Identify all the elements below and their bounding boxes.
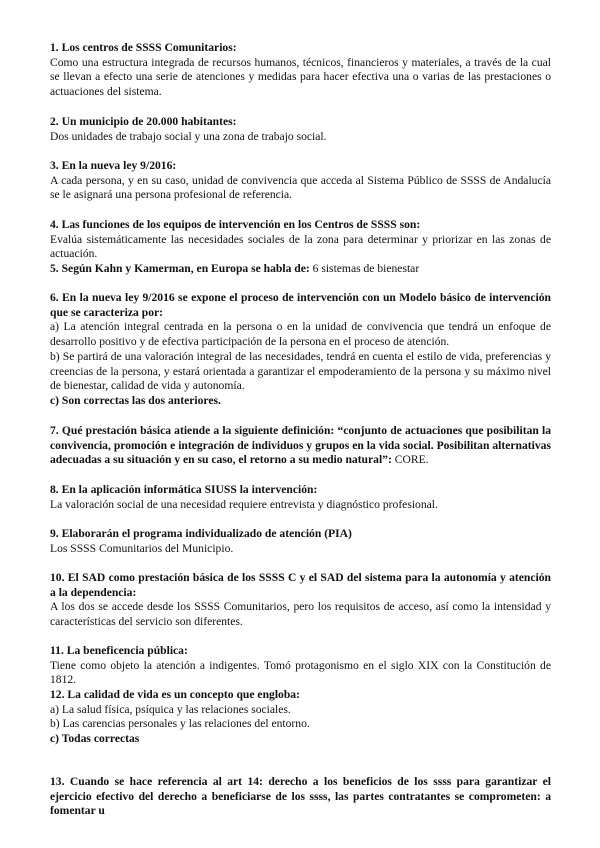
question-heading: 8. En la aplicación informática SIUSS la intervención:	[50, 483, 318, 496]
question-heading: 7. Qué prestación básica atiende a la siguiente definición: “conjunto de actuaciones que posibilitan la convivencia, promoción e integración de individuos y grupos en la vida social. Posibilitan alternativas adecuadas a su situación y en su caso, el retorno a su medio natural”:	[50, 424, 551, 467]
question-answer: A cada persona, y en su caso, unidad de convivencia que acceda al Sistema Público de SSSS de Andalucía se le asignará una persona profesional de referencia.	[50, 173, 551, 202]
question-3	[50, 159, 551, 203]
question-6	[50, 291, 551, 409]
option-a: a) La salud física, psíquica y las relaciones sociales.	[50, 702, 291, 716]
question-heading: 10. El SAD como prestación básica de los SSSS C y el SAD del sistema para la autonomía y atención a la dependencia:	[50, 571, 551, 599]
option-c: c) Son correctas las dos anteriores.	[50, 393, 221, 407]
question-heading: 2. Un municipio de 20.000 habitantes:	[50, 115, 237, 128]
question-answer: Evalúa sistemáticamente las necesidades sociales de la zona para determinar y priorizar en las zonas de actuación.	[50, 232, 551, 261]
option-b: b) Se partirá de una valoración integral de las necesidades, tendrá en cuenta el estilo de vida, preferencias y creencias de la persona, y estará orientada a garantizar el empoderamiento de la persona y su máximo nivel de bienestar, calidad de vida y autonomía.	[50, 349, 551, 393]
question-5	[50, 262, 551, 277]
question-heading: 3. En la nueva ley 9/2016:	[50, 159, 177, 172]
question-1	[50, 41, 551, 100]
question-answer: CORE.	[394, 453, 429, 467]
question-11	[50, 644, 551, 688]
question-heading: 11. La beneficencia pública:	[50, 644, 188, 657]
question-heading: 5. Según Kahn y Kamerman, en Europa se habla de:	[50, 262, 310, 275]
question-answer: La valoración social de una necesidad requiere entrevista y diagnóstico profesional.	[50, 497, 438, 511]
question-heading: 12. La calidad de vida es un concepto que engloba:	[50, 688, 300, 701]
question-answer: Los SSSS Comunitarios del Municipio.	[50, 541, 234, 555]
question-heading: 4. Las funciones de los equipos de intervención en los Centros de SSSS son:	[50, 218, 421, 231]
question-answer: Como una estructura integrada de recursos humanos, técnicos, financieros y materiales, a través de la cual se llevan a efecto una serie de atenciones y medidas para hacer efectiva una o varias de las prestaciones o actuaciones del sistema.	[50, 55, 551, 99]
question-heading: 6. En la nueva ley 9/2016 se expone el proceso de intervención con un Modelo básico de intervención que se caracteriza por:	[50, 291, 551, 319]
question-10	[50, 571, 551, 630]
question-heading: 1. Los centros de SSSS Comunitarios:	[50, 41, 237, 54]
question-heading: 9. Elaborarán el programa individualizado de atención (PIA)	[50, 527, 352, 540]
question-2	[50, 115, 551, 144]
option-a: a) La atención integral centrada en la persona o en la unidad de convivencia que tendrá un enfoque de desarrollo positivo y de efectiva participación de la persona en el proceso de atención.	[50, 320, 551, 349]
option-c: c) Todas correctas	[50, 732, 140, 746]
question-7	[50, 424, 551, 468]
question-heading: 13. Cuando se hace referencia al art 14: derecho a los beneficios de los ssss para garantizar el ejercicio efectivo del derecho a beneficiarse de los ssss, las partes contratantes se comprometen: a fomentar u	[50, 775, 551, 818]
question-4	[50, 218, 551, 262]
option-b: b) Las carencias personales y las relaciones del entorno.	[50, 717, 310, 731]
question-answer: A los dos se accede desde los SSSS Comunitarios, pero los requisitos de acceso, así como la intensidad y características del servicio son diferentes.	[50, 600, 551, 629]
question-12	[50, 688, 551, 747]
question-9	[50, 527, 551, 556]
question-13	[50, 775, 551, 819]
question-answer: Tiene como objeto la atención a indigentes. Tomó protagonismo en el siglo XIX con la Constitución de 1812.	[50, 658, 551, 687]
question-8	[50, 483, 551, 512]
question-answer: 6 sistemas de bienestar	[312, 262, 420, 275]
question-answer: Dos unidades de trabajo social y una zona de trabajo social.	[50, 129, 327, 143]
